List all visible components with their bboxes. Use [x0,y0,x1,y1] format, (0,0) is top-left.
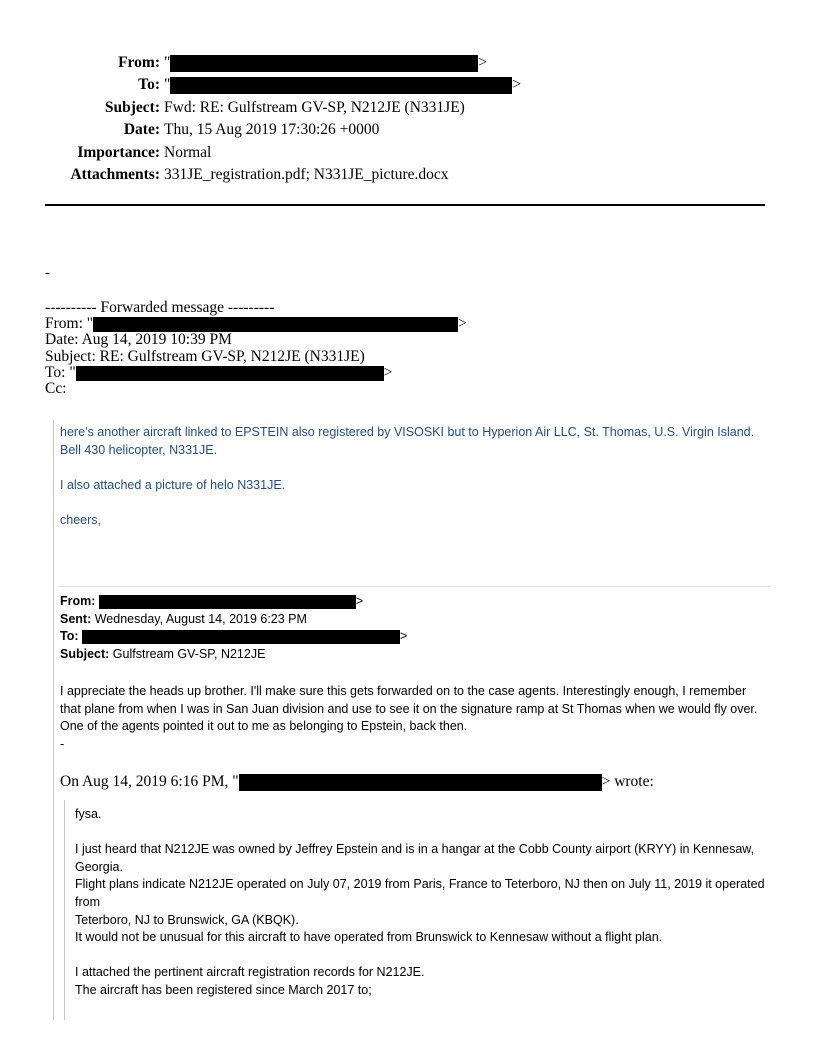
date-label: Date: [123,121,160,139]
header-importance-row [0,142,816,164]
inner-subject-label: Subject: [60,646,110,661]
attribution-suffix: > wrote: [601,773,654,790]
subject-label: Subject: [104,98,160,116]
redaction-box [93,317,458,332]
reply-line: Bell 430 helicopter, N331JE. [60,442,218,457]
importance-value: Normal [164,143,212,161]
inner-sent-value: Wednesday, August 14, 2019 6:23 PM [94,611,307,626]
forwarded-separator: ---------- Forwarded message --------- [45,299,275,316]
forwarded-to-label: To: " [45,363,76,381]
header-to-row [0,74,816,96]
inner-header [60,593,770,663]
to-suffix: > [512,76,522,94]
quoted-body [75,806,765,1000]
forwarded-subject: Subject: RE: Gulfstream GV-SP, N212JE (N331JE) [45,347,365,365]
redaction-box [170,77,512,94]
quote-attribution [60,773,654,791]
quoted-line: The aircraft has been registered since March 2017 to; [75,982,372,997]
date-value: Thu, 15 Aug 2019 17:30:26 +0000 [164,121,380,139]
header-date-row [0,119,816,141]
reply-body [60,424,760,529]
attribution-prefix: On Aug 14, 2019 6:16 PM, " [60,773,239,790]
forwarded-header [45,300,467,397]
inner-paragraph: I appreciate the heads up brother. I'll make sure this gets forwarded on to the case agents. Interestingly enough, I remember that plane from when I was in San Juan division and use to see it on the signature ramp at St Thomas when we would fly over. One of the agents pointed it out to me as belonging to Epstein, back then. [60,684,758,734]
quoted-line: fysa. [75,807,102,821]
redaction-box [239,774,602,791]
reply-line: cheers, [60,512,101,527]
reply-line: here’s another aircraft linked to EPSTEIN also registered by VISOSKI but to Hyperion Air LLC, St. Thomas, U.S. Virgin Island. [60,425,755,439]
redaction-box [76,366,384,381]
to-quote: " [164,76,171,94]
forwarded-to-suffix: > [383,363,393,381]
to-label: To: [138,76,160,94]
from-value [160,52,487,74]
quoted-line: Teterboro, NJ to Brunswick, GA (KBQK). [75,912,299,927]
inner-subject-row [60,646,770,664]
forwarded-from [45,316,467,332]
from-quote: " [164,54,171,71]
forwarded-from-label: From: " [45,315,94,333]
inner-sent-label: Sent: [60,611,92,626]
header-divider [45,204,765,206]
inner-body [60,683,765,753]
to-value [160,74,521,96]
inner-to-suffix: > [400,629,408,644]
quote-bar [64,800,67,1020]
quoted-line: I just heard that N212JE was owned by Jeffrey Epstein and is in a hangar at the Cobb County airport (KRYY) in Kennesaw, Georgia. [75,842,755,874]
inner-to-label: To: [60,629,79,644]
message-separator [58,586,771,587]
redaction-box [170,55,478,72]
subject-value: Fwd: RE: Gulfstream GV-SP, N212JE (N331JE) [164,98,465,116]
from-label: From: [118,54,160,71]
redaction-box [99,595,356,609]
inner-subject-value: Gulfstream GV-SP, N212JE [112,646,266,661]
forwarded-to [45,365,467,381]
inner-from-label: From: [60,594,96,608]
reply-line: I also attached a picture of helo N331JE. [60,477,286,492]
importance-label: Importance: [77,143,160,161]
header-from-row [0,52,816,74]
quoted-line: Flight plans indicate N212JE operated on July 07, 2019 from Paris, France to Teterboro, NJ then on July 11, 2019 it operated from [75,877,765,909]
inner-from-suffix: > [355,594,364,608]
redaction-box [82,630,400,644]
inner-sent-row [60,611,770,629]
leading-dash: - [45,265,50,281]
forwarded-from-suffix: > [458,315,467,333]
inner-to-row [60,628,770,646]
header-attachments-row [0,164,816,186]
attachments-value[interactable]: 331JE_registration.pdf; N331JE_picture.docx [164,165,449,183]
header-subject-row [0,97,816,119]
inner-dash: - [60,736,65,751]
email-header [0,52,816,186]
inner-from-row [60,593,770,611]
from-suffix: > [478,54,488,71]
quoted-line: It would not be unusual for this aircraft to have operated from Brunswick to Kennesaw without a flight plan. [75,930,663,945]
attachments-label: Attachments: [70,165,160,183]
forwarded-cc: Cc: [45,380,67,398]
forwarded-date: Date: Aug 14, 2019 10:39 PM [45,331,232,349]
quoted-line: I attached the pertinent aircraft registration records for N212JE. [75,965,425,980]
